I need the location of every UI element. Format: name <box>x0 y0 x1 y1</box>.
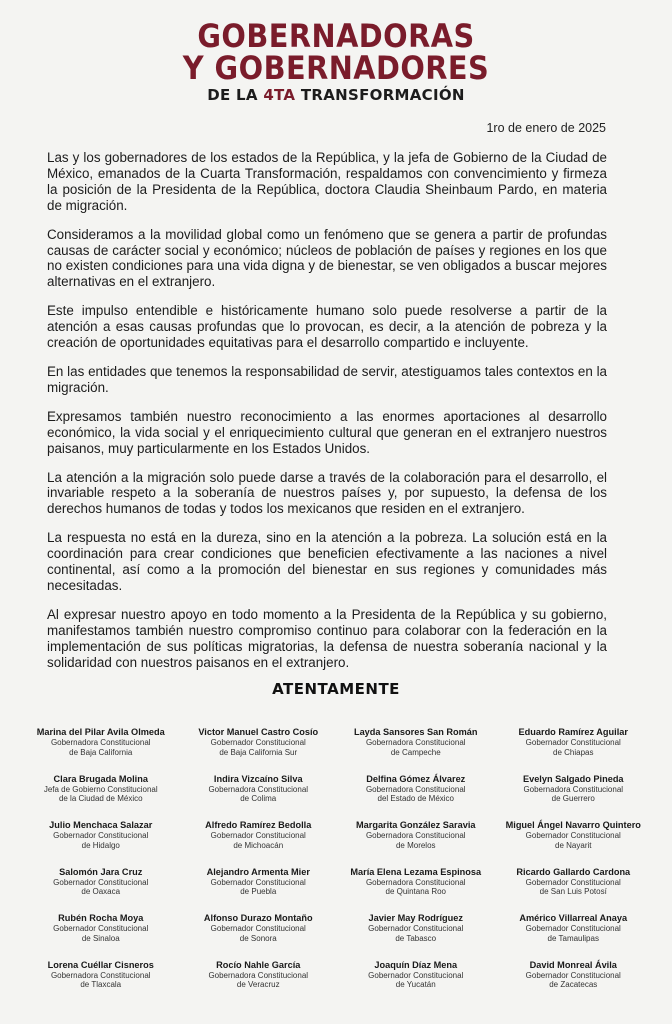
signature-title: Gobernadora Constitucional <box>365 877 466 887</box>
signature-title: Gobernador Constitucional <box>368 924 464 933</box>
signature-title: Gobernadora Constitucional <box>50 738 151 747</box>
header-title-line2: Y GOBERNADORES <box>182 49 490 87</box>
signature-block <box>495 867 653 914</box>
signature-state: de Yucatán <box>395 980 436 990</box>
signature-state: de Oaxaca <box>81 887 121 897</box>
signature-block <box>180 820 338 867</box>
signature-state: del Estado de México <box>377 794 454 804</box>
signature-block <box>337 867 495 914</box>
signature-title: Gobernador Constitucional <box>53 831 149 840</box>
signature-state: de Veracruz <box>236 980 280 990</box>
signature-block <box>22 774 180 821</box>
signature-name: Marina del Pilar Avila Olmeda <box>36 727 165 737</box>
signature-name: Margarita González Saravia <box>356 820 476 830</box>
signature-block <box>495 774 653 821</box>
signature-title: Gobernador Constitucional <box>210 877 306 887</box>
document-header <box>0 17 672 104</box>
signature-name: Alejandro Armenta Mier <box>206 866 310 877</box>
signature-block <box>22 867 180 914</box>
signature-name: Rubén Rocha Moya <box>58 913 144 923</box>
signature-block <box>180 960 338 1007</box>
signature-name: David Monreal Ávila <box>529 959 617 970</box>
signature-name: Salomón Jara Cruz <box>59 866 143 877</box>
document-body <box>47 150 607 683</box>
signature-state: de Chiapas <box>553 747 594 757</box>
signature-state: de Baja California <box>69 747 133 757</box>
signature-title: Gobernador Constitucional <box>525 970 621 980</box>
signature-block <box>180 867 338 914</box>
signature-block <box>22 913 180 960</box>
signature-state: de Puebla <box>240 887 277 897</box>
signature-name: Alfredo Ramírez Bedolla <box>205 820 312 830</box>
signature-state: de Tlaxcala <box>80 980 122 990</box>
signature-state: de Tamaulipas <box>547 933 599 943</box>
signature-title: Gobernadora Constitucional <box>523 784 624 794</box>
signature-grid <box>22 727 652 1006</box>
signature-block <box>337 820 495 867</box>
signature-block <box>180 774 338 821</box>
signature-block <box>495 820 653 867</box>
header-subtitle <box>0 86 672 104</box>
signature-name: Eduardo Ramírez Aguilar <box>518 727 628 737</box>
signature-name: Lorena Cuéllar Cisneros <box>47 959 154 970</box>
signature-block <box>180 913 338 960</box>
paragraph: Consideramos a la movilidad global como un fenómeno que se genera a partir de profundas causas de carácter social y económico; núcleos de población de países y regiones en los que no existen condiciones para una vida digna y de bienestar, se ven obligados a buscar mejores alternativas en el extranjero. <box>47 226 607 290</box>
header-subtitle-accent: 4TA <box>263 86 296 104</box>
paragraph: Las y los gobernadores de los estados de la República, y la jefa de Gobierno de la Ciudad de México, emanados de la Cuarta Transformación, respaldamos con convencimiento y firmeza la posición de la Presidenta de la República, doctora Claudia Sheinbaum Pardo, en materia de migración. <box>47 150 607 213</box>
signature-title: Gobernadora Constitucional <box>365 738 466 747</box>
signature-title: Gobernador Constitucional <box>53 877 149 887</box>
signature-state: de la Ciudad de México <box>58 794 143 804</box>
signature-state: de Michoacán <box>233 840 284 850</box>
paragraph: Expresamos también nuestro reconocimiento a las enormes aportaciones al desarrollo económico, la vida social y el enriquecimiento cultural que generan en el extranjero nuestros paisanos, muy particularmente en los Estados Unidos. <box>47 408 607 456</box>
signature-name: Indira Vizcaíno Silva <box>213 773 303 784</box>
signature-state: de Zacatecas <box>549 980 598 990</box>
signature-state: de San Luis Potosí <box>539 887 607 897</box>
signature-title: Gobernador Constitucional <box>210 738 306 747</box>
signature-title: Gobernador Constitucional <box>210 924 306 933</box>
signature-state: de Sinaloa <box>81 933 120 943</box>
signature-title: Jefa de Gobierno Constitucional <box>43 784 158 794</box>
signature-title: Gobernador Constitucional <box>525 924 621 933</box>
signature-block <box>22 820 180 867</box>
signature-state: de Nayarit <box>555 840 592 850</box>
signature-block <box>22 960 180 1007</box>
signature-block <box>180 727 338 774</box>
signature-title: Gobernadora Constitucional <box>208 784 309 794</box>
signature-state: de Morelos <box>395 840 436 850</box>
signature-block <box>495 913 653 960</box>
signature-title: Gobernador Constitucional <box>53 924 149 933</box>
signature-state: de Campeche <box>390 747 441 757</box>
signature-state: de Sonora <box>239 933 277 943</box>
header-subtitle-post: TRANSFORMACIÓN <box>295 86 465 104</box>
closing-salutation: ATENTAMENTE <box>272 680 400 698</box>
paragraph: En las entidades que tenemos la responsabilidad de servir, atestiguamos tales contextos en la migración. <box>47 363 607 395</box>
signature-name: Delfina Gómez Álvarez <box>366 773 466 784</box>
signature-name: Layda Sansores San Román <box>353 727 478 737</box>
signature-title: Gobernador Constitucional <box>525 831 621 840</box>
signature-state: de Colima <box>240 794 277 804</box>
document-date: 1ro de enero de 2025 <box>486 121 606 135</box>
signature-block <box>495 960 653 1007</box>
signature-state: de Tabasco <box>395 933 437 943</box>
signature-name: Javier May Rodríguez <box>368 913 463 923</box>
signature-name: Rocío Nahle García <box>216 959 301 970</box>
signature-title: Gobernadora Constitucional <box>365 784 466 794</box>
signature-title: Gobernadora Constitucional <box>50 970 151 980</box>
signature-block <box>337 960 495 1007</box>
signature-title: Gobernador Constitucional <box>525 877 621 887</box>
signature-name: Ricardo Gallardo Cardona <box>516 866 631 877</box>
signature-block <box>337 774 495 821</box>
paragraph: La respuesta no está en la dureza, sino en la atención a la pobreza. La solución está en la coordinación para crear condiciones que beneficien efectivamente a las naciones a nivel continental, así como a la promoción del bienestar en sus regiones y comunidades más necesitadas. <box>47 530 607 593</box>
signature-block <box>337 913 495 960</box>
signature-state: de Quintana Roo <box>385 887 446 897</box>
signature-name: María Elena Lezama Espinosa <box>350 866 482 877</box>
signature-state: de Hidalgo <box>81 840 120 850</box>
paragraph: La atención a la migración solo puede darse a través de la colaboración para el desarrollo, el invariable respeto a la soberanía de nuestros países y, por supuesto, la defensa de los derechos humanos de todas y todos los mexicanos que residen en el extranjero. <box>47 469 607 517</box>
signature-name: Clara Brugada Molina <box>53 773 148 784</box>
signature-title: Gobernadora Constitucional <box>208 970 309 980</box>
header-title-line1: GOBERNADORAS <box>197 17 475 55</box>
signature-title: Gobernador Constitucional <box>210 831 306 840</box>
signature-state: de Baja California Sur <box>219 747 298 757</box>
signature-name: Victor Manuel Castro Cosío <box>198 727 319 737</box>
signature-name: Américo Villarreal Anaya <box>519 913 628 923</box>
paragraph: Este impulso entendible e históricamente humano solo puede resolverse a partir de la atención a esas causas profundas que lo provocan, es decir, a la atención de pobreza y la creación de oportunidades equitativas para el desarrollo compartido e incluyente. <box>47 303 607 351</box>
signature-title: Gobernador Constitucional <box>525 738 621 747</box>
signature-name: Joaquín Díaz Mena <box>374 959 458 970</box>
signature-name: Alfonso Durazo Montaño <box>203 913 313 923</box>
signature-title: Gobernadora Constitucional <box>365 831 466 840</box>
header-subtitle-pre: DE LA <box>207 86 264 104</box>
signature-block <box>337 727 495 774</box>
signature-block <box>495 727 653 774</box>
signature-title: Gobernador Constitucional <box>368 970 464 980</box>
signature-block <box>22 727 180 774</box>
signature-state: de Guerrero <box>551 794 595 804</box>
signature-name: Evelyn Salgado Pineda <box>522 773 624 784</box>
paragraph: Al expresar nuestro apoyo en todo momento a la Presidenta de la República y su gobierno, manifestamos también nuestro compromiso continuo para colaborar con la federación en la implementación de sus políticas migratorias, la defensa de nuestra soberanía nacional y la solidaridad con nuestros paisanos en el extranjero. <box>47 606 607 670</box>
signature-name: Julio Menchaca Salazar <box>49 820 153 830</box>
signature-name: Miguel Ángel Navarro Quintero <box>505 820 641 830</box>
